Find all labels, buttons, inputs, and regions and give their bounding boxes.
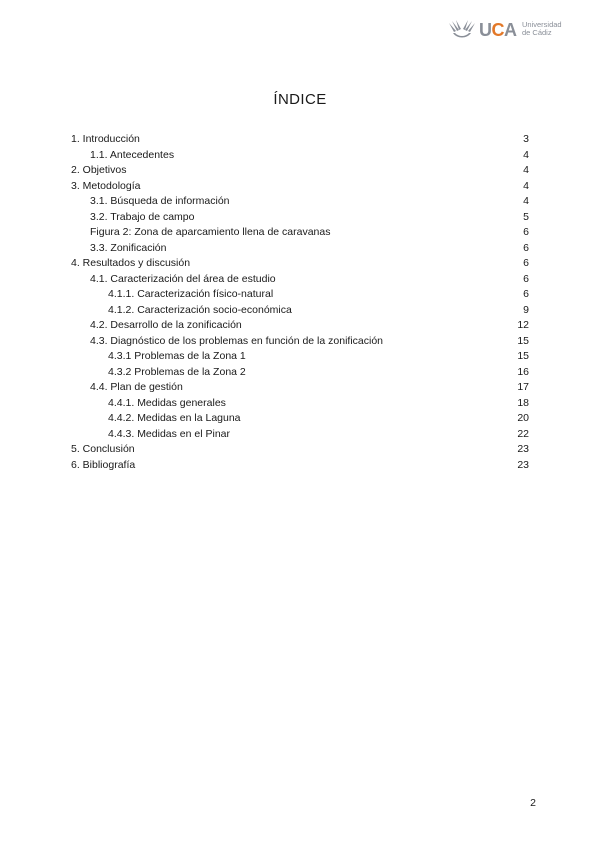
- toc-entry-label: 4.4.2. Medidas en la Laguna: [108, 412, 241, 424]
- toc-entry-label: 4.3. Diagnóstico de los problemas en función de la zonificación: [90, 334, 384, 347]
- toc-entry[interactable]: [71, 132, 529, 148]
- toc-entry[interactable]: [71, 256, 529, 272]
- toc-entry-page: 17: [517, 381, 529, 393]
- toc-entry[interactable]: [71, 241, 529, 257]
- university-logo: [447, 17, 572, 45]
- toc-entry-label: 1.1. Antecedentes: [90, 148, 175, 161]
- toc-entry-page: 6: [523, 272, 529, 285]
- toc-entry-page: 15: [517, 350, 529, 362]
- page-title: ÍNDICE: [273, 91, 327, 108]
- logo-line-1: Universidad: [522, 20, 562, 29]
- toc-entry[interactable]: [71, 272, 529, 288]
- toc-entry-page: 16: [517, 365, 529, 378]
- toc-entry-page: 9: [523, 303, 529, 316]
- toc-entry[interactable]: [71, 163, 529, 179]
- toc-entry-label: 4.1. Caracterización del área de estudio: [90, 272, 276, 285]
- toc-entry-page: 4: [523, 164, 529, 176]
- toc-entry-page: 6: [523, 257, 529, 269]
- toc-entry-page: 20: [517, 412, 529, 424]
- toc-entry-label: 3.3. Zonificación: [90, 241, 167, 254]
- toc-entry-label: 2. Objetivos: [71, 164, 127, 176]
- toc-entry-label: 4.1.2. Caracterización socio-económica: [108, 303, 292, 316]
- toc-entry-page: 4: [523, 148, 529, 161]
- toc-entry[interactable]: [71, 365, 529, 381]
- toc-entry-page: 15: [517, 334, 529, 347]
- toc-entry-label: 1. Introducción: [71, 133, 140, 145]
- toc-entry[interactable]: [71, 318, 529, 334]
- toc-entry-page: 23: [517, 443, 529, 455]
- logo-caption: [522, 21, 562, 37]
- toc-entry-label: 4.3.1 Problemas de la Zona 1: [108, 350, 246, 362]
- toc-entry-label: 4.4.1. Medidas generales: [108, 396, 226, 409]
- toc-entry-page: 18: [517, 396, 529, 409]
- table-of-contents: [71, 132, 529, 473]
- toc-entry-label: 4.3.2 Problemas de la Zona 2: [108, 365, 246, 378]
- toc-entry[interactable]: [71, 411, 529, 427]
- toc-entry[interactable]: [71, 396, 529, 412]
- toc-entry[interactable]: [71, 380, 529, 396]
- toc-entry[interactable]: [71, 225, 529, 241]
- toc-entry-page: 23: [517, 458, 529, 471]
- toc-entry[interactable]: [71, 442, 529, 458]
- toc-entry-page: 4: [523, 195, 529, 207]
- toc-entry-page: 6: [523, 226, 529, 238]
- toc-entry[interactable]: [71, 349, 529, 365]
- toc-entry[interactable]: [71, 458, 529, 474]
- laurel-icon: [447, 19, 477, 41]
- toc-entry-label: 4.4.3. Medidas en el Pinar: [108, 427, 230, 440]
- toc-entry[interactable]: [71, 334, 529, 350]
- toc-entry-page: 3: [523, 133, 529, 145]
- toc-entry-page: 12: [517, 319, 529, 331]
- toc-entry-label: 3.2. Trabajo de campo: [90, 210, 195, 223]
- toc-entry-page: 6: [523, 288, 529, 300]
- page-number: 2: [530, 797, 536, 809]
- toc-entry-page: 22: [517, 427, 529, 440]
- toc-entry-label: 4.2. Desarrollo de la zonificación: [90, 319, 242, 331]
- toc-entry[interactable]: [71, 303, 529, 319]
- toc-entry-label: 4.1.1. Caracterización físico-natural: [108, 288, 274, 300]
- toc-entry-page: 4: [523, 179, 529, 192]
- toc-entry-label: Figura 2: Zona de aparcamiento llena de caravanas: [90, 226, 331, 238]
- toc-entry[interactable]: [71, 148, 529, 164]
- toc-entry[interactable]: [71, 194, 529, 210]
- toc-entry-label: 6. Bibliografía: [71, 458, 136, 471]
- toc-entry[interactable]: [71, 210, 529, 226]
- toc-entry-label: 3. Metodología: [71, 179, 141, 192]
- toc-entry[interactable]: [71, 427, 529, 443]
- toc-entry-label: 4.4. Plan de gestión: [90, 381, 183, 393]
- logo-line-2: de Cádiz: [522, 28, 552, 37]
- toc-entry[interactable]: [71, 287, 529, 303]
- toc-entry[interactable]: [71, 179, 529, 195]
- toc-entry-label: 5. Conclusión: [71, 443, 135, 455]
- toc-entry-label: 3.1. Búsqueda de información: [90, 195, 230, 207]
- logo-wordmark: UCA: [479, 20, 517, 40]
- toc-entry-page: 6: [523, 241, 529, 254]
- toc-entry-page: 5: [523, 210, 529, 223]
- toc-entry-label: 4. Resultados y discusión: [71, 257, 191, 269]
